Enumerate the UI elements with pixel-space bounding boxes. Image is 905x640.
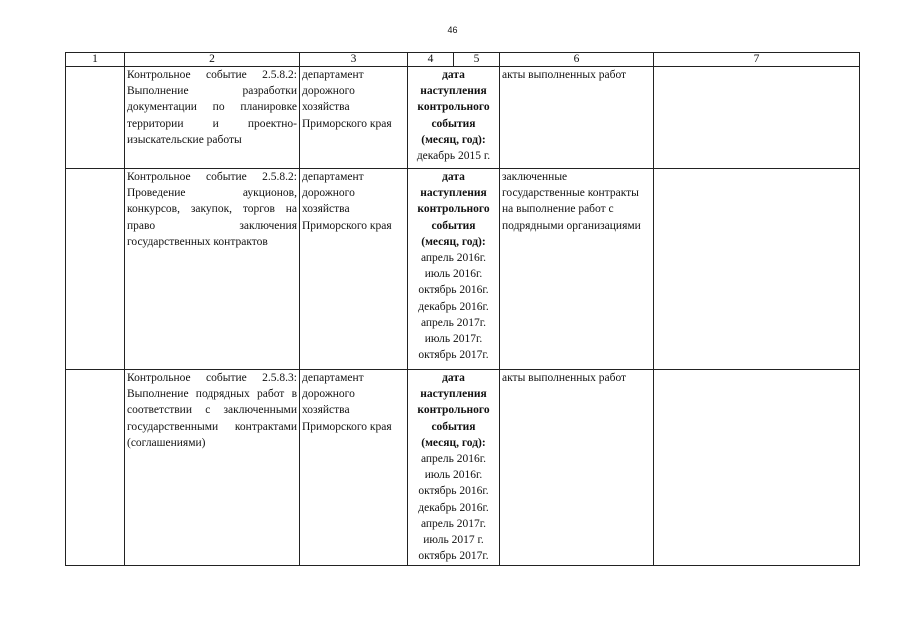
table-row <box>66 169 860 370</box>
header-row <box>66 53 860 67</box>
date-label-line: (месяц, год): <box>421 436 486 449</box>
date-cell <box>408 67 500 169</box>
result-cell: заключенные государственные контракты на выполнение работ с подрядными организациями <box>500 169 654 370</box>
header-col-6: 6 <box>500 53 654 67</box>
date-value: декабрь 2015 г. <box>416 150 491 163</box>
date-label-line: контрольного <box>417 101 490 114</box>
responsible-cell: департамент дорожного хозяйства Приморского края <box>300 169 408 370</box>
note-cell <box>654 370 860 566</box>
event-cell: Контрольное событие 2.5.8.3: Выполнение подрядных работ в соответствии с заключенными государственными контрактами (соглашениями) <box>125 370 300 566</box>
table-row <box>66 370 860 566</box>
event-cell: Контрольное событие 2.5.8.2: Проведение аукционов, конкурсов, закупок, торгов на право заключения государственных контрактов <box>125 169 300 370</box>
date-value: апрель 2017г. <box>420 517 487 530</box>
date-label-line: дата <box>442 171 465 183</box>
header-col-3: 3 <box>300 53 408 67</box>
date-value: апрель 2017г. <box>420 316 487 329</box>
page-number: 46 <box>447 25 458 35</box>
result-cell: акты выполненных работ <box>500 67 654 169</box>
date-value: октябрь 2017г. <box>418 349 489 362</box>
header-col-5: 5 <box>454 53 500 67</box>
control-events-table <box>65 52 860 566</box>
date-label-line: (месяц, год): <box>421 133 486 146</box>
date-cell <box>408 370 500 566</box>
date-value: июль 2017г. <box>424 333 483 346</box>
date-value: декабрь 2016г. <box>418 501 489 514</box>
table-row <box>66 67 860 169</box>
date-value: июль 2016г. <box>424 268 483 281</box>
note-cell <box>654 169 860 370</box>
date-value: июль 2017 г. <box>423 534 484 547</box>
date-cell <box>408 169 500 370</box>
date-label-line: дата <box>442 372 465 384</box>
date-value: октябрь 2016г. <box>418 284 489 297</box>
responsible-cell: департамент дорожного хозяйства Приморского края <box>300 67 408 169</box>
date-label-line: события <box>431 117 476 130</box>
header-col-1: 1 <box>66 53 125 67</box>
date-label-line: наступления <box>420 85 487 98</box>
date-label-line: события <box>431 219 476 232</box>
row-number-cell <box>66 370 125 566</box>
header-col-4: 4 <box>408 53 454 67</box>
result-cell: акты выполненных работ <box>500 370 654 566</box>
header-col-7: 7 <box>654 53 860 67</box>
date-label-line: контрольного <box>417 404 490 417</box>
date-label-line: наступления <box>420 388 487 401</box>
date-value: декабрь 2016г. <box>418 300 489 313</box>
event-cell: Контрольное событие 2.5.8.2: Выполнение разработки документации по планировке территории и проектно-изыскательские работы <box>125 67 300 169</box>
date-value: октябрь 2017г. <box>418 550 489 563</box>
note-cell <box>654 67 860 169</box>
row-number-cell <box>66 67 125 169</box>
date-label-line: контрольного <box>417 203 490 216</box>
responsible-cell: департамент дорожного хозяйства Приморского края <box>300 370 408 566</box>
row-number-cell <box>66 169 125 370</box>
date-value: октябрь 2016г. <box>418 485 489 498</box>
date-label-line: события <box>431 420 476 433</box>
date-value: июль 2016г. <box>424 469 483 482</box>
date-label-line: дата <box>442 69 465 81</box>
date-label-line: наступления <box>420 187 487 200</box>
header-col-2: 2 <box>125 53 300 67</box>
date-value: апрель 2016г. <box>420 252 487 265</box>
date-value: апрель 2016г. <box>420 453 487 466</box>
date-label-line: (месяц, год): <box>421 235 486 248</box>
